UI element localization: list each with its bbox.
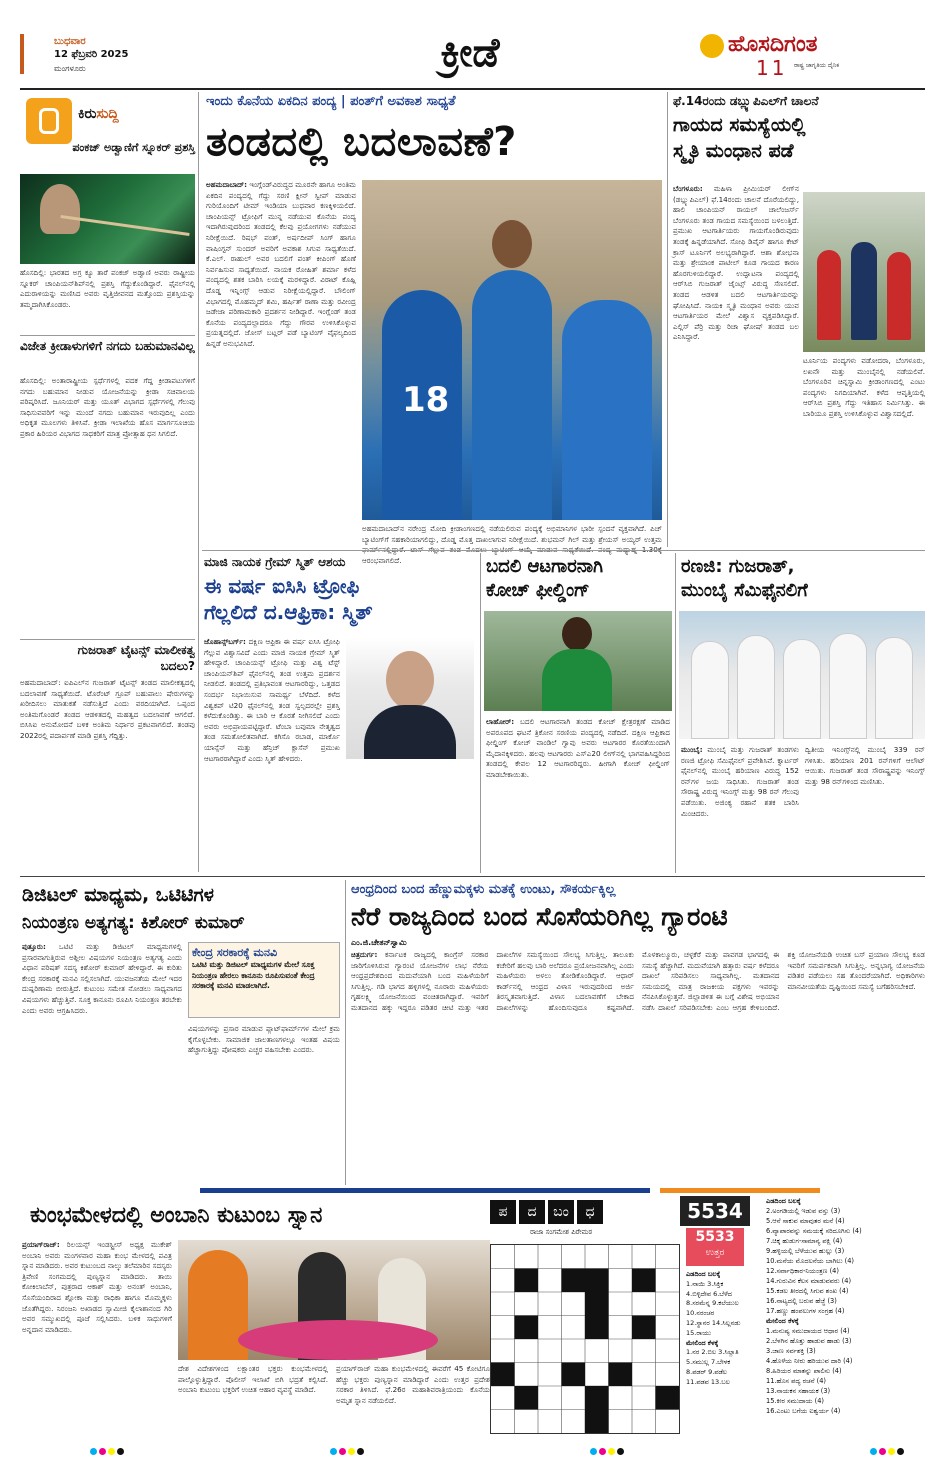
clue-2: 6.ವ್ಯಾಪಾರವನ್ನು ಸಮಯಕ್ಕೆ ಸರಿದೂಗಿಸು (4) <box>766 1227 862 1235</box>
clue-18: 15.ಕೀರ ಸಮುದಾಯ (4) <box>766 1397 825 1405</box>
crossword-tiles <box>490 1200 603 1224</box>
kirusuddi-badge <box>26 98 72 144</box>
clue-4: 9.ಹಳ್ಳಿಯಲ್ಲಿ ಬೆಳೆಯುವ ಹುಲ್ಲು (3) <box>766 1247 845 1255</box>
mini-clue-9: 11.ಪಡವ 13.ಬಲ <box>686 1377 730 1386</box>
color-strip <box>20 1188 925 1193</box>
andhra-byline: ಎಂ.ಜಿ.ಚೇತನ್‌ಸ್ವಾಮಿ <box>351 938 407 947</box>
kirusuddi-h2: ವಿಜೇತ ಕ್ರೀಡಾಳುಗಳಿಗೆ ನಗದು ಬಹುಮಾನವಿಲ್ಲ <box>20 339 195 353</box>
registration-marks <box>590 1440 650 1450</box>
crossword-number: 5534 <box>680 1196 750 1226</box>
fielding-body-text: ಬದಲಿ ಆಟಗಾರನಾಗಿ ತಂಡದ ಕೋಚ್ ಕ್ಷೇತ್ರರಕ್ಷಣೆ ಮಾಡಿದ ಅಪರೂಪದ ಘಟನೆ ತ್ರಿಕೋನ ಸರಣಿಯ ಪಂದ್ಯದಲ್ಲಿ ನಡೆದಿದೆ. ದಕ್ಷಿಣ ಆಫ್ರಿಕಾದ ಫೀಲ್ಡಿಂಗ್ ಕೋಚ್ ವಾಂಡಿಲೆ ಗ್ವಾವು ಅವರು ಆಟಗಾರರ ಕೊರತೆಯಿಂದಾಗಿ ಮೈದಾನಕ್ಕಿಳಿದರು. ಹಲವು ಆಟಗಾರರು ಎಸ್‌ಎ20 ಲೀಗ್‌ನಲ್ಲಿ ಭಾಗವಹಿಸಿದ್ದರಿಂದ ತಂಡದಲ್ಲಿ ಕೇವಲ 12 ಆಟಗಾರರಿದ್ದರು. ಹೀಗಾಗಿ ಕೋಚ್ ಫೀಲ್ಡಿಂಗ್ ಮಾಡಬೇಕಾಯಿತು. <box>486 717 670 779</box>
crossword <box>490 1196 925 1436</box>
digital-box <box>188 942 340 1018</box>
fielding-body <box>486 717 670 869</box>
smriti-body <box>673 184 799 544</box>
digital-body-2: ವಿಷಯಗಳನ್ನು ಪ್ರಸಾರ ಮಾಡುವ ಪ್ಲಾಟ್‌ಫಾರ್ಮ್‌ಗಳ ಮೇಲೆ ಕ್ರಮ ಕೈಗೊಳ್ಳಬೇಕು. ಸಾಮಾಜಿಕ ಜಾಲತಾಣಗಳಲ್ಲೂ ಇಂತಹ ವಿಷಯ ಹೆಚ್ಚಾಗುತ್ತಿದ್ದು ಪೋಷಕರು ಎಚ್ಚರ ವಹಿಸಬೇಕು ಎಂದರು. <box>188 1024 340 1055</box>
lead-body-left <box>206 180 356 522</box>
clue-5: 10.ಮನೆಯ ಮೊದಲನೆಯ ಬಾಗಿಲು (4) <box>766 1257 854 1265</box>
lead-dateline: ಅಹಮದಾಬಾದ್: <box>206 180 248 189</box>
clue-13: 3.ಜಾಣ ಸರ್ವಶಕ್ತಿ (3) <box>766 1347 816 1355</box>
masthead-date: 12 ಫೆಬ್ರವರಿ 2025 <box>54 49 129 60</box>
registration-marks <box>330 1440 390 1450</box>
digital-headline-2: ನಿಯಂತ್ರಣ ಅತ್ಯಗತ್ಯ: ಕಿಶೋರ್ ಕುಮಾರ್ <box>22 913 245 933</box>
column-rule <box>480 553 481 873</box>
ranji-dateline: ಮುಂಬೈ: <box>681 745 703 754</box>
kirusuddi-h1: ಪಂಕಜ್ ಅಡ್ವಾಣಿಗೆ ಸ್ನೂಕರ್ ಪ್ರಶಸ್ತಿ <box>72 141 195 154</box>
clue-6: 12.ಸರ್ವಾಧಿಕಾರ-ನಿಯಂತ್ರಣ (4) <box>766 1267 839 1275</box>
andhra-body <box>351 950 925 1182</box>
mini-clue-7: 5.ಸಮುಲ್ಲ 7.ಬೇಳಕ <box>686 1358 731 1367</box>
ranji-story <box>679 553 925 873</box>
smriti-dateline: ಬೆಂಗಳೂರು: <box>673 184 703 193</box>
andhra-story <box>349 880 925 1185</box>
player-white-1 <box>691 641 729 739</box>
clue-15: 8.ಹಿರಿಯರ ಮಾತನ್ನು ಪಾಲಿಸು (4) <box>766 1367 842 1375</box>
section-title: ಕ್ರೀಡೆ <box>440 30 500 76</box>
clue-7: 14.ಗುರುವಿನ ಕೆಲಸ ಮಾಡುವವರು (4) <box>766 1277 852 1285</box>
mini-clue-8: 8.ಪಡರ್‌ 9.ಪಡೆಲ <box>686 1367 727 1376</box>
smith-story <box>202 553 478 873</box>
registration-marks <box>90 1440 150 1450</box>
logo-text: ಹೊಸದಿಗಂತ <box>728 32 818 57</box>
rcb-photo <box>803 192 925 352</box>
kumbh-body-text: ರಿಲಯನ್ಸ್ ಇಂಡಸ್ಟ್ರೀಸ್ ಅಧ್ಯಕ್ಷ ಮುಕೇಶ್ ಅಂಬಾನಿ ಅವರು ಮಂಗಳವಾರ ಮಹಾ ಕುಂಭ ಮೇಳದಲ್ಲಿ ಪವಿತ್ರ ಸ್ನಾನ ಮಾಡಿದರು. ಅವರ ಕುಟುಂಬದ ನಾಲ್ಕು ತಲೆಮಾರಿನ ಸದಸ್ಯರು ತ್ರಿವೇಣಿ ಸಂಗಮದಲ್ಲಿ ಪುಣ್ಯಸ್ನಾನ ಮಾಡಿದರು. ತಾಯಿ ಕೋಕಿಲಾಬೆನ್, ಪುತ್ರರಾದ ಆಕಾಶ್ ಮತ್ತು ಅನಂತ್ ಅಂಬಾನಿ, ಸೊಸೆಯಂದಿರಾದ ಶ್ಲೋಕಾ ಮತ್ತು ರಾಧಿಕಾ ಹಾಗೂ ಮೊಮ್ಮಕ್ಕಳು ಜೊತೆಗಿದ್ದರು. ನಿರಂಜನಿ ಅಖಾಡದ ಸ್ವಾಮೀಜಿ ಕೈಲಾಶಾನಂದ ಗಿರಿ ಅವರ ಸಮ್ಮುಖದಲ್ಲಿ ಪೂಜೆ ಸಲ್ಲಿಸಿದರು. ಬಳಿಕ ಸಾಧುಗಳಿಗೆ ಅನ್ನದಾನ ಮಾಡಿದರು. <box>22 1240 172 1334</box>
player-head <box>492 220 532 268</box>
smriti-headline-2: ಸ್ಮೃತಿ ಮಂಧಾನ ಪಡೆ <box>673 140 794 162</box>
mini-clue-1: 4.ಬಿಳ್ಳಿದೇವ 6.ಬೆಳೆದ <box>686 1289 732 1298</box>
player-white-5 <box>875 637 913 739</box>
ranji-body-text: ಮುಂಬೈ ಮತ್ತು ಗುಜರಾತ್ ತಂಡಗಳು ರಣಜಿ ಟ್ರೋಫಿ ಸೆಮಿಫೈನಲ್ ಪ್ರವೇಶಿಸಿವೆ. ಕ್ವಾರ್ಟರ್ ಫೈನಲ್‌ನಲ್ಲಿ ಮುಂಬೈ ಹರಿಯಾಣ ವಿರುದ್ಧ 152 ರನ್‌ಗಳ ಜಯ ಸಾಧಿಸಿತು. ಗುಜರಾತ್ ತಂಡ ಸೌರಾಷ್ಟ್ರ ವಿರುದ್ಧ ಇನಿಂಗ್ಸ್ ಮತ್ತು 98 ರನ್ ಗೆಲುವು ಪಡೆಯಿತು. ಅಜಿಂಕ್ಯ ರಹಾನೆ ಶತಕ ಬಾರಿಸಿ ಮಿಂಚಿದರು. <box>681 745 799 818</box>
crossword-prev-label: ಉತ್ತರ <box>705 1248 725 1258</box>
player-white-3 <box>783 639 821 739</box>
across-title-mini: ಎಡದಿಂದ ಬಲಕ್ಕೆ <box>686 1270 721 1278</box>
mumbai-team-photo <box>679 611 925 739</box>
kumbh-dateline: ಪ್ರಯಾಗ್‌ರಾಜ್: <box>22 1240 60 1249</box>
gwavu-jersey <box>542 649 612 711</box>
smith-photo <box>346 637 474 759</box>
column-rule <box>345 880 346 1185</box>
player-a <box>817 250 841 340</box>
clue-17: 13.ನಾಯಕನ ಸಹಾಯಕ (3) <box>766 1387 831 1395</box>
column-rule <box>675 553 676 873</box>
smriti-body-2: ಟೂರ್ನಿಯ ಪಂದ್ಯಗಳು ವಡೋದರಾ, ಬೆಂಗಳೂರು, ಲಖನೌ ಮತ್ತು ಮುಂಬೈನಲ್ಲಿ ನಡೆಯಲಿವೆ. ಬೆಂಗಳೂರಿನ ಚಿನ್ನಸ್ವಾಮಿ ಕ್ರೀಡಾಂಗಣದಲ್ಲಿ ಎಂಟು ಪಂದ್ಯಗಳು ನಿಗದಿಯಾಗಿವೆ. ಕಳೆದ ಆವೃತ್ತಿಯಲ್ಲಿ ಆರ್‌ಸಿಬಿ ಪ್ರಶಸ್ತಿ ಗೆದ್ದು ಇತಿಹಾಸ ನಿರ್ಮಿಸಿತ್ತು. ಈ ಬಾರಿಯೂ ಪ್ರಶಸ್ತಿ ಉಳಿಸಿಕೊಳ್ಳುವ ವಿಶ್ವಾಸದಲ್ಲಿದೆ. <box>803 356 925 418</box>
kirusuddi-h3: ಗುಜರಾತ್ ಟೈಟನ್ಸ್ ಮಾಲೀಕತ್ವ ಬದಲು? <box>77 643 195 673</box>
clue-0: 2.ಅಂಗಡಿಯಲ್ಲಿ ಇಡುವ ವಸ್ತು (3) <box>766 1207 841 1215</box>
column-rule <box>198 92 199 872</box>
lead-headline: ತಂಡದಲ್ಲಿ ಬದಲಾವಣೆ? <box>206 119 517 165</box>
clue-14: 4.ಹೊಳೆಯ ನೀರು ಹರಿಯುವ ದಾರಿ (4) <box>766 1357 853 1365</box>
kumbh-body-3: ಪ್ರಯಾಗ್‌ರಾಜ್ ಮಹಾ ಕುಂಭಮೇಳದಲ್ಲಿ ಈವರೆಗೆ 45 ಕೋಟಿಗೂ ಹೆಚ್ಚು ಭಕ್ತರು ಪುಣ್ಯಸ್ನಾನ ಮಾಡಿದ್ದಾರೆ ಎಂದು ಉತ್ತರ ಪ್ರದೇಶ ಸರಕಾರ ತಿಳಿಸಿದೆ. ಫೆ.26ರ ಮಹಾಶಿವರಾತ್ರಿಯಂದು ಕೊನೆಯ ಅಮೃತ ಸ್ನಾನ ನಡೆಯಲಿದೆ. <box>336 1364 490 1405</box>
registration-marks <box>870 1440 930 1450</box>
page-number: 11 <box>756 56 788 80</box>
logo <box>700 30 910 84</box>
tile-3: ಬಂ <box>548 1200 574 1224</box>
logo-tagline: ರಾಷ್ಟ್ರ ಜಾಗೃತಿಯ ದೈನಿಕ <box>794 62 840 69</box>
mini-clue-5: 15.ರಾಯು <box>686 1328 712 1337</box>
clue-11: 1.ಮನುಷ್ಯ ಸಮುದಾಯದ ಆಧಾರ (4) <box>766 1327 850 1335</box>
kirusuddi-b1: ಹೊಸದಿಲ್ಲಿ: ಭಾರತದ ಅಗ್ರ ಕ್ಯೂ ತಾರೆ ಪಂಕಜ್ ಅಡ್ವಾಣಿ ಅವರು ರಾಷ್ಟ್ರೀಯ ಸ್ನೂಕರ್ ಚಾಂಪಿಯನ್‌ಶಿಪ್‌ನಲ್ಲಿ ಪ್ರಶಸ್ತಿ ಗೆದ್ದುಕೊಂಡಿದ್ದಾರೆ. ಫೈನಲ್‌ನಲ್ಲಿ ಎದುರಾಳಿಯನ್ನು ಮಣಿಸಿದ ಅವರು ವೃತ್ತಿಜೀವನದ ಮತ್ತೊಂದು ಪ್ರಶಸ್ತಿಯನ್ನು ತಮ್ಮದಾಗಿಸಿಕೊಂಡರು. <box>20 268 195 309</box>
digital-box-body: ಒಟಿಟಿ ಮತ್ತು ಡಿಜಿಟಲ್ ಮಾಧ್ಯಮಗಳ ಮೇಲೆ ಸೂಕ್ತ ನಿಯಂತ್ರಣ ಹೇರಲು ಕಾನೂನು ರೂಪಿಸುವಂತೆ ಕೇಂದ್ರ ಸರಕಾರಕ್ಕೆ ಮನವಿ ಮಾಡಲಾಗಿದೆ. <box>192 960 315 990</box>
kumbh-story <box>20 1196 490 1436</box>
prev-solution <box>686 1270 762 1434</box>
lead-body-text: ಇಂಗ್ಲೆಂಡ್‌ವಿರುದ್ಧದ ಮೂರನೇ ಹಾಗೂ ಅಂತಿಮ ಏಕದಿನ ಪಂದ್ಯದಲ್ಲಿ ಗೆದ್ದು ಸರಣಿ ಕ್ಲೀನ್ ಸ್ವೀಪ್ ಮಾಡುವ ಗುರಿಯೊಂದಿಗೆ ಟೀಮ್ ಇಂಡಿಯಾ ಬುಧವಾರ ಕಣಕ್ಕಿಳಿಯಲಿದೆ. ಚಾಂಪಿಯನ್ಸ್ ಟ್ರೋಫಿಗೆ ಮುನ್ನ ನಡೆಯುವ ಕೊನೆಯ ಪಂದ್ಯ ಇದಾಗಿರುವುದರಿಂದ ತಂಡದಲ್ಲಿ ಕೆಲವು ಪ್ರಯೋಗಗಳು ನಡೆಯುವ ನಿರೀಕ್ಷೆಯಿದೆ. ರಿಷಭ್ ಪಂತ್, ಅರ್ಷದೀಪ್ ಸಿಂಗ್ ಹಾಗೂ ವಾಷಿಂಗ್ಟನ್ ಸುಂದರ್ ಅವರಿಗೆ ಅವಕಾಶ ಸಿಗುವ ಸಾಧ್ಯತೆಯಿದೆ. ಕೆ.ಎಲ್. ರಾಹುಲ್ ಅವರ ಬದಲಿಗೆ ಪಂತ್ ಕೀಪಿಂಗ್ ಹೊಣೆ ನಿರ್ವಹಿಸುವ ಸಾಧ್ಯತೆಯಿದೆ. ನಾಯಕ ರೋಹಿತ್ ಶರ್ಮಾ ಕಳೆದ ಪಂದ್ಯದಲ್ಲಿ ಶತಕ ಬಾರಿಸಿ ಲಯಕ್ಕೆ ಮರಳಿದ್ದಾರೆ. ವಿರಾಟ್ ಕೊಹ್ಲಿ ದೊಡ್ಡ ಇನ್ನಿಂಗ್ಸ್ ಆಡುವ ನಿರೀಕ್ಷೆಯಲ್ಲಿದ್ದಾರೆ. ಬೌಲಿಂಗ್ ವಿಭಾಗದಲ್ಲಿ ಮೊಹಮ್ಮದ್ ಶಮಿ, ಹರ್ಷಿತ್ ರಾಣಾ ಮತ್ತು ರವೀಂದ್ರ ಜಡೇಜಾ ಪರಿಣಾಮಕಾರಿ ಪ್ರದರ್ಶನ ನೀಡಿದ್ದಾರೆ. ಇಂಗ್ಲೆಂಡ್ ತಂಡ ಕೊನೆಯ ಪಂದ್ಯದಲ್ಲಾದರೂ ಗೆದ್ದು ಗೌರವ ಉಳಿಸಿಕೊಳ್ಳುವ ಪ್ರಯತ್ನದಲ್ಲಿದೆ. ಜೋಸ್ ಬಟ್ಲರ್ ಪಡೆ ಬ್ಯಾಟಿಂಗ್ ವೈಫಲ್ಯದಿಂದ ಹಿನ್ನಡೆ ಅನುಭವಿಸಿದೆ. <box>206 180 356 348</box>
player-c <box>887 252 911 340</box>
kumbh-headline: ಕುಂಭಮೇಳದಲ್ಲಿ ಅಂಬಾನಿ ಕುಟುಂಬ ಸ್ನಾನ <box>30 1203 323 1228</box>
player-3 <box>562 300 652 520</box>
date-block <box>20 34 24 74</box>
offering <box>238 1320 438 1360</box>
masthead-day: ಬುಧವಾರ <box>54 36 86 47</box>
smith-body-text: ದಕ್ಷಿಣ ಆಫ್ರಿಕಾ ಈ ವರ್ಷ ಐಸಿಸಿ ಟ್ರೋಫಿ ಗೆಲ್ಲುವ ವಿಶ್ವಾಸವಿದೆ ಎಂದು ಮಾಜಿ ನಾಯಕ ಗ್ರೇಮ್ ಸ್ಮಿತ್ ಹೇಳಿದ್ದಾರೆ. ಚಾಂಪಿಯನ್ಸ್ ಟ್ರೋಫಿ ಮತ್ತು ವಿಶ್ವ ಟೆಸ್ಟ್ ಚಾಂಪಿಯನ್‌ಶಿಪ್ ಫೈನಲ್‌ನಲ್ಲಿ ತಂಡ ಉತ್ತಮ ಪ್ರದರ್ಶನ ನೀಡಲಿದೆ. ತಂಡದಲ್ಲಿ ಪ್ರತಿಭಾವಂತ ಆಟಗಾರರಿದ್ದು, ಒತ್ತಡದ ಸಂದರ್ಭ ನಿಭಾಯಿಸುವ ಸಾಮರ್ಥ್ಯ ಬೆಳೆದಿದೆ. ಕಳೆದ ವಿಶ್ವಕಪ್ ಟಿ20 ಫೈನಲ್‌ನಲ್ಲಿ ತಂಡ ಸ್ವಲ್ಪದರಲ್ಲೇ ಪ್ರಶಸ್ತಿ ಕಳೆದುಕೊಂಡಿತ್ತು. ಈ ಬಾರಿ ಆ ಕೊರತೆ ನೀಗಿಸಲಿದೆ ಎಂದು ಅವರು ಅಭಿಪ್ರಾಯಪಟ್ಟಿದ್ದಾರೆ. ಟೆಂಬಾ ಬವುಮಾ ನೇತೃತ್ವದ ತಂಡ ಸಮತೋಲಿತವಾಗಿದೆ. ಕಗಿಸೊ ರಬಾಡ, ಮಾರ್ಕೊ ಯಾನ್ಸೆನ್ ಮತ್ತು ಹೆನ್ರಿಚ್ ಕ್ಲಾಸೆನ್ ಪ್ರಮುಖ ಆಟಗಾರರಾಗಿದ್ದಾರೆ ಎಂದು ಸ್ಮಿತ್ ಹೇಳಿದರು. <box>204 637 340 763</box>
digital-headline-1: ಡಿಜಿಟಲ್ ಮಾಧ್ಯಮ, ಒಟಿಟಿಗಳ <box>22 884 214 906</box>
clue-19: 16.ಎಂಟು ಬಗೆಯ ಐಶ್ವರ್ಯ (4) <box>766 1407 841 1415</box>
strip-blue <box>200 1188 650 1193</box>
ambani-photo <box>178 1240 490 1360</box>
kumbh-body <box>22 1240 172 1432</box>
kumbh-body-2: ದೇಶ ವಿದೇಶಗಳಿಂದ ಲಕ್ಷಾಂತರ ಭಕ್ತರು ಕುಂಭಮೇಳದಲ್ಲಿ ಪಾಲ್ಗೊಳ್ಳುತ್ತಿದ್ದಾರೆ. ಪೊಲೀಸ್ ಇಲಾಖೆ ಬಿಗಿ ಭದ್ರತೆ ಕಲ್ಪಿಸಿದೆ. ಅಂಬಾನಿ ಕುಟುಂಬ ಭಕ್ತರಿಗೆ ಉಚಿತ ಆಹಾರ ವ್ಯವಸ್ಥೆ ಮಾಡಿದೆ. <box>178 1364 328 1395</box>
kirusuddi-label-b: ಸುದ್ದಿ <box>96 106 119 122</box>
smriti-body-text: ಮಹಿಳಾ ಪ್ರೀಮಿಯರ್ ಲೀಗ್‌ನ (ಡಬ್ಲ್ಯುಪಿಎಲ್) ಫೆ.14ರಂದು ಚಾಲನೆ ದೊರೆಯಲಿದ್ದು, ಹಾಲಿ ಚಾಂಪಿಯನ್ ರಾಯಲ್ ಚಾಲೆಂಜರ್ಸ್ ಬೆಂಗಳೂರು ತಂಡ ಗಾಯದ ಸಮಸ್ಯೆಯಿಂದ ಬಳಲುತ್ತಿದೆ. ಪ್ರಮುಖ ಆಟಗಾರ್ತಿಯರು ಗಾಯಗೊಂಡಿರುವುದು ತಂಡಕ್ಕೆ ಹಿನ್ನಡೆಯಾಗಿದೆ. ಸೋಫಿ ಡಿವೈನ್ ಹಾಗೂ ಕೇಟ್ ಕ್ರಾಸ್ ಟೂರ್ನಿಗೆ ಅಲಭ್ಯರಾಗಿದ್ದಾರೆ. ಆಶಾ ಶೋಭನಾ ಮತ್ತು ಶ್ರೇಯಾಂಕ ಪಾಟೀಲ್ ಕೂಡ ಗಾಯದ ಕಾರಣ ಹೊರಗುಳಿಯಲಿದ್ದಾರೆ. ಉದ್ಘಾಟನಾ ಪಂದ್ಯದಲ್ಲಿ ಆರ್‌ಸಿಬಿ ಗುಜರಾತ್ ಜೈಂಟ್ಸ್ ವಿರುದ್ಧ ಸೆಣಸಲಿದೆ. ತಂಡದ ಆಡಳಿತ ಬದಲಿ ಆಟಗಾರ್ತಿಯರನ್ನು ಘೋಷಿಸಿದೆ. ನಾಯಕಿ ಸ್ಮೃತಿ ಮಂಧಾನ ಅವರು ಯುವ ಆಟಗಾರ್ತಿಯರ ಮೇಲೆ ವಿಶ್ವಾಸ ವ್ಯಕ್ತಪಡಿಸಿದ್ದಾರೆ. ಎಲ್ಲಿಸ್ ಪೆರ್ರಿ ಮತ್ತು ರಿಚಾ ಘೋಷ್ ತಂಡದ ಬಲ ಎನಿಸಿದ್ದಾರೆ. <box>673 184 799 342</box>
masthead-rule <box>20 88 925 90</box>
smriti-headline-1: ಗಾಯದ ಸಮಸ್ಯೆಯಲ್ಲಿ <box>673 114 806 136</box>
crossword-grid <box>490 1244 680 1434</box>
masthead <box>0 0 945 88</box>
team-india-photo <box>362 180 662 520</box>
digital-body <box>22 942 182 1182</box>
down-title-mini: ಮೇಲಿಂದ ಕೆಳಕ್ಕೆ <box>686 1338 719 1347</box>
mini-clue-0: 1.ನಾಯಿ 3.ಸಿಕ್ತಿಕ <box>686 1279 724 1288</box>
clue-9: 16.ನಾಟ್ಯದಲ್ಲಿ ಬರುವ ಹೆಜ್ಜೆ (3) <box>766 1297 837 1305</box>
player-silhouette <box>40 184 80 234</box>
kirusuddi-column <box>20 92 195 872</box>
mini-clue-2: 8.ಸರಮೆನ್ನ 9.ಕಲೆಯುಲ <box>686 1299 739 1308</box>
gwavu-photo <box>484 611 672 711</box>
smith-kicker: ಮಾಜಿ ನಾಯಕ ಗ್ರೇಮ್ ಸ್ಮಿತ್ ಆಶಯ <box>204 555 346 569</box>
tile-2: ದ <box>519 1200 545 1224</box>
hand-icon <box>39 108 59 134</box>
ranji-body-2: ದ್ವಿತೀಯ ಇನಿಂಗ್ಸ್‌ನಲ್ಲಿ ಮುಂಬೈ 339 ರನ್ ಗಳಿಸಿತು. ಹರಿಯಾಣ 201 ರನ್‌ಗಳಿಗೆ ಆಲೌಟ್ ಆಯಿತು. ಗುಜರಾತ್ ತಂಡ ಸೌರಾಷ್ಟ್ರವನ್ನು ಇನಿಂಗ್ಸ್ ಮತ್ತು 98 ರನ್‌ಗಳಿಂದ ಮಣಿಸಿತು. <box>805 745 925 786</box>
andhra-dateline: ಚಿತ್ರದುರ್ಗ: <box>351 950 378 959</box>
clue-across-title: ಎಡದಿಂದ ಬಲಕ್ಕೆ <box>766 1197 801 1205</box>
column-rule <box>667 92 668 547</box>
player-white-4 <box>829 633 867 739</box>
player-b <box>851 242 877 340</box>
smith-face <box>386 651 434 709</box>
andhra-headline: ನೆರೆ ರಾಜ್ಯದಿಂದ ಬಂದ ಸೊಸೆಯರಿಗಿಲ್ಲ ಗ್ಯಾರಂಟಿ <box>351 902 728 931</box>
crossword-prev <box>686 1228 744 1266</box>
digital-body-text: ಒಟಿಟಿ ಮತ್ತು ಡಿಜಿಟಲ್ ಮಾಧ್ಯಮಗಳಲ್ಲಿ ಪ್ರಸಾರವಾಗುತ್ತಿರುವ ಅಶ್ಲೀಲ ವಿಷಯಗಳ ನಿಯಂತ್ರಣ ಅತ್ಯಗತ್ಯ ಎಂದು ವಿಧಾನ ಪರಿಷತ್ ಸದಸ್ಯ ಕಿಶೋರ್ ಕುಮಾರ್ ಹೇಳಿದ್ದಾರೆ. ಈ ಕುರಿತು ಕೇಂದ್ರ ಸರಕಾರಕ್ಕೆ ಮನವಿ ಸಲ್ಲಿಸಲಾಗಿದೆ. ಯುವಜನತೆಯ ಮೇಲೆ ಇದರ ದುಷ್ಪರಿಣಾಮ ಬೀರುತ್ತಿದೆ. ಕುಟುಂಬ ಸಮೇತ ನೋಡಲು ಸಾಧ್ಯವಾಗದ ವಿಷಯಗಳು ಹೆಚ್ಚುತ್ತಿವೆ. ಸೂಕ್ತ ಕಾನೂನು ರೂಪಿಸಿ ನಿಯಂತ್ರಣ ತರಬೇಕು ಎಂದು ಅವರು ಆಗ್ರಹಿಸಿದರು. <box>22 942 182 1015</box>
digital-story <box>20 880 342 1185</box>
andhra-body-text: ಕರ್ನಾಟಕ ರಾಜ್ಯದಲ್ಲಿ ಕಾಂಗ್ರೆಸ್ ಸರಕಾರ ಜಾರಿಗೊಳಿಸಿರುವ ಗ್ಯಾರಂಟಿ ಯೋಜನೆಗಳ ಲಾಭ ನೆರೆಯ ಆಂಧ್ರಪ್ರದೇಶದಿಂದ ಮದುವೆಯಾಗಿ ಬಂದ ಮಹಿಳೆಯರಿಗೆ ಸಿಗುತ್ತಿಲ್ಲ. ಗಡಿ ಭಾಗದ ಹಳ್ಳಿಗಳಲ್ಲಿ ನೂರಾರು ಮಹಿಳೆಯರು ಗೃಹಲಕ್ಷ್ಮಿ ಯೋಜನೆಯಿಂದ ವಂಚಿತರಾಗಿದ್ದಾರೆ. ಇವರಿಗೆ ಮತದಾನದ ಹಕ್ಕು ಇದ್ದರೂ ಪಡಿತರ ಚೀಟಿ ಮತ್ತು ಇತರ ದಾಖಲೆಗಳ ಸಮಸ್ಯೆಯಿಂದ ಸೌಲಭ್ಯ ಸಿಗುತ್ತಿಲ್ಲ. ತಾಲೂಕು ಕಚೇರಿಗೆ ಹಲವು ಬಾರಿ ಅಲೆದರೂ ಪ್ರಯೋಜನವಾಗಿಲ್ಲ ಎಂದು ಮಹಿಳೆಯರು ಅಳಲು ತೋಡಿಕೊಂಡಿದ್ದಾರೆ. ಆಧಾರ್ ಕಾರ್ಡ್‌ನಲ್ಲಿ ಆಂಧ್ರದ ವಿಳಾಸ ಇರುವುದರಿಂದ ಅರ್ಜಿ ತಿರಸ್ಕೃತವಾಗುತ್ತಿದೆ. ವಿಳಾಸ ಬದಲಾವಣೆಗೆ ಬೇಕಾದ ದಾಖಲೆಗಳನ್ನು ಹೊಂದಿಸುವುದೂ ಕಷ್ಟವಾಗಿದೆ. ಮೊಳಕಾಲ್ಮೂರು, ಚಳ್ಳಕೆರೆ ಮತ್ತು ಪಾವಗಡ ಭಾಗದಲ್ಲಿ ಈ ಸಮಸ್ಯೆ ಹೆಚ್ಚಾಗಿದೆ. ಮದುವೆಯಾಗಿ ಹತ್ತಾರು ವರ್ಷ ಕಳೆದರೂ ದಾಖಲೆ ಸರಿಪಡಿಸಲು ಸಾಧ್ಯವಾಗಿಲ್ಲ. ಮತದಾನದ ಸಮಯದಲ್ಲಿ ಮಾತ್ರ ರಾಜಕೀಯ ಪಕ್ಷಗಳು ಇವರನ್ನು ನೆನಪಿಸಿಕೊಳ್ಳುತ್ತವೆ. ಜಿಲ್ಲಾಡಳಿತ ಈ ಬಗ್ಗೆ ವಿಶೇಷ ಅಭಿಯಾನ ನಡೆಸಿ ದಾಖಲೆ ಸರಿಪಡಿಸಬೇಕು ಎಂಬ ಆಗ್ರಹ ಕೇಳಿಬಂದಿದೆ. ಶಕ್ತಿ ಯೋಜನೆಯಡಿ ಉಚಿತ ಬಸ್ ಪ್ರಯಾಣ ಸೌಲಭ್ಯ ಕೂಡ ಇವರಿಗೆ ಸಮರ್ಪಕವಾಗಿ ಸಿಗುತ್ತಿಲ್ಲ. ಅನ್ನಭಾಗ್ಯ ಯೋಜನೆಯ ಪಡಿತರ ಪಡೆಯಲು ಸಹ ತೊಂದರೆಯಾಗಿದೆ. ಅಧಿಕಾರಿಗಳು ಮಾನವೀಯತೆಯ ದೃಷ್ಟಿಯಿಂದ ಸಮಸ್ಯೆ ಬಗೆಹರಿಸಬೇಕಿದೆ. <box>351 950 925 1012</box>
crossword-grid-svg <box>491 1245 679 1433</box>
digital-box-title: ಕೇಂದ್ರ ಸರಕಾರಕ್ಕೆ ಮನವಿ <box>192 946 278 959</box>
clue-8: 15.ಕಡಲ ತೀರದಲ್ಲಿ ಸಿಗುವ ಶಂಖ (4) <box>766 1287 849 1295</box>
rule <box>20 876 925 877</box>
clue-list <box>766 1196 925 1436</box>
player-2 <box>472 270 552 520</box>
smith-dateline: ಜೊಹಾನ್ಸ್‌ಬರ್ಗ್: <box>204 637 246 646</box>
lead-body-bottom: ಅಹಮದಾಬಾದ್‌ನ ನರೇಂದ್ರ ಮೋದಿ ಕ್ರೀಡಾಂಗಣದಲ್ಲಿ ನಡೆಯಲಿರುವ ಪಂದ್ಯಕ್ಕೆ ಅಭಿಮಾನಿಗಳ ಭಾರೀ ಸ್ಪಂದನೆ ವ್ಯಕ್ತವಾಗಿದೆ. ಪಿಚ್ ಬ್ಯಾಟಿಂಗ್‌ಗೆ ಸಹಕಾರಿಯಾಗಲಿದ್ದು, ದೊಡ್ಡ ಮೊತ್ತ ದಾಖಲಾಗುವ ನಿರೀಕ್ಷೆಯಿದೆ. ಶುಭಮನ್ ಗಿಲ್ ಮತ್ತು ಶ್ರೇಯಸ್ ಅಯ್ಯರ್ ಉತ್ತಮ ಆರಂಭವಾಗಲಿದೆ. <box>362 524 662 565</box>
clue-10: 17.ಹಣ್ಣು ಹಂಪಲುಗಳ ಸಂಗ್ರಹ (4) <box>766 1307 845 1315</box>
kirusuddi-label <box>78 106 119 122</box>
smriti-kicker: ಫೆ.14ರಂದು ಡಬ್ಲ್ಯುಪಿಎಲ್‌ಗೆ ಚಾಲನೆ <box>673 94 819 108</box>
mini-clue-4: 12.ಸ್ಥಾನರ 14.ಸಿಲ್ಲನಡು <box>686 1318 741 1327</box>
gwavu-head <box>562 617 592 651</box>
crossword-prev-number: 5533 <box>695 1229 735 1245</box>
smith-body <box>204 637 474 873</box>
smith-headline-2: ಗೆಲ್ಲಲಿದೆ ದ.ಆಫ್ರಿಕಾ: ಸ್ಮಿತ್ <box>204 600 373 624</box>
kirusuddi-b3: ಅಹಮದಾಬಾದ್: ಐಪಿಎಲ್‌ನ ಗುಜರಾತ್ ಟೈಟನ್ಸ್ ತಂಡದ ಮಾಲೀಕತ್ವದಲ್ಲಿ ಬದಲಾವಣೆ ಸಾಧ್ಯತೆಯಿದೆ. ಟೊರೆಂಟ್ ಗ್ರೂಪ್ ಬಹುಪಾಲು ಷೇರುಗಳನ್ನು ಖರೀದಿಸಲು ಮಾತುಕತೆ ನಡೆಸುತ್ತಿದೆ ಎಂದು ವರದಿಯಾಗಿದೆ. ಒಪ್ಪಂದ ಅಂತಿಮಗೊಂಡರೆ ತಂಡದ ಆಡಳಿತದಲ್ಲಿ ಮಹತ್ವದ ಬದಲಾವಣೆ ಆಗಲಿದೆ. ಬಿಸಿಸಿಐ ಅನುಮೋದನೆ ಬಳಿಕ ಅಂತಿಮ ನಿರ್ಧಾರ ಪ್ರಕಟವಾಗಲಿದೆ. ತಂಡವು 2022ರಲ್ಲಿ ಪದಾರ್ಪಣೆ ಮಾಡಿ ಪ್ರಶಸ್ತಿ ಗೆದ್ದಿತ್ತು. <box>20 678 195 740</box>
advani-photo <box>20 174 195 264</box>
kirusuddi-b2: ಹೊಸದಿಲ್ಲಿ: ಅಂತಾರಾಷ್ಟ್ರೀಯ ಸ್ಪರ್ಧೆಗಳಲ್ಲಿ ಪದಕ ಗೆದ್ದ ಕ್ರೀಡಾಪಟುಗಳಿಗೆ ನಗದು ಬಹುಮಾನ ನೀಡುವ ಯೋಜನೆಯನ್ನು ಕ್ರೀಡಾ ಸಚಿವಾಲಯ ಪರಿಷ್ಕರಿಸಿದೆ. ಜೂನಿಯರ್ ಮತ್ತು ಯೂತ್ ವಿಭಾಗದ ಸ್ಪರ್ಧೆಗಳಲ್ಲಿ ಗೆಲುವು ಸಾಧಿಸುವವರಿಗೆ ಇನ್ನು ಮುಂದೆ ನಗದು ಬಹುಮಾನ ಇರುವುದಿಲ್ಲ ಎಂದು ಅಧಿಕೃತ ಮೂಲಗಳು ತಿಳಿಸಿವೆ. ಕ್ರೀಡಾ ಇಲಾಖೆಯ ಹೊಸ ಮಾರ್ಗಸೂಚಿಯ ಪ್ರಕಾರ ಹಿರಿಯರ ವಿಭಾಗದ ಸಾಧಕರಿಗೆ ಮಾತ್ರ ಪ್ರೋತ್ಸಾಹ ಧನ ಸಿಗಲಿದೆ. <box>20 376 195 438</box>
player-white-2 <box>737 635 775 739</box>
mini-clue-3: 10.ನರಂಚರ <box>686 1309 715 1318</box>
clue-16: 11.ಹೊಸ ಪದ್ಯ ರಚನೆ (4) <box>766 1377 826 1385</box>
strip-orange <box>660 1188 820 1193</box>
smith-suit <box>364 705 456 759</box>
fielding-dateline: ಲಾಹೋರ್: <box>486 717 515 726</box>
tile-1: ಪ <box>490 1200 516 1224</box>
fielding-story <box>484 553 672 873</box>
rule <box>20 639 195 640</box>
clue-1: 5.ಆನೆ ಸಾಕುವ ಮಾವುತರ ಮನೆ (4) <box>766 1217 845 1225</box>
andhra-kicker: ಆಂಧ್ರದಿಂದ ಬಂದ ಹೆಣ್ಣುಮಕ್ಕಳು ಮತಕ್ಕೆ ಉಂಟು, ಸೌಕರ್ಯಕ್ಕಿಲ್ಲ <box>351 882 616 897</box>
fielding-headline-1: ಬದಲಿ ಆಟಗಾರನಾಗಿ <box>486 556 604 577</box>
rule <box>20 335 195 336</box>
masthead-city: ಮಂಗಳೂರು <box>54 64 86 73</box>
crossword-sponsor: ರಾಜಾ ಸಂಗಮೇಶ ಪಿರೇಮಠ <box>530 1228 593 1236</box>
ranji-headline-1: ರಣಜಿ: ಗುಜರಾತ್, <box>681 556 795 577</box>
clue-12: 2.ಬೆಳಗಿನ ಹೊತ್ತು ಹಾಡುವ ಹಾಡು (3) <box>766 1337 852 1345</box>
smith-headline-1: ಈ ವರ್ಷ ಐಸಿಸಿ ಟ್ರೋಫಿ <box>204 574 360 598</box>
clue-3: 7.ಚಿಕ್ಕ ಹುಡುಗ-ಸಾಮಾನ್ಯ ಪಕ್ಷಿ (4) <box>766 1237 843 1245</box>
lead-kicker: ಇಂದು ಕೊನೆಯ ಏಕದಿನ ಪಂದ್ಯ | ಪಂತ್‌ಗೆ ಅವಕಾಶ ಸಾಧ್ಯತೆ <box>206 94 456 109</box>
mini-clue-6: 1.ನರ 2.ಬಿಲ 3.ಸಿಲ್ಲಾತಿ <box>686 1348 739 1357</box>
kirusuddi-label-a: ಕಿರು <box>78 106 97 122</box>
smriti-story <box>671 92 925 547</box>
jersey-number: 18 <box>402 380 450 420</box>
ranji-headline-2: ಮುಂಬೈ ಸೆಮಿಫೈನಲಿಗೆ <box>681 580 808 601</box>
digital-dateline: ಪುತ್ತೂರು: <box>22 942 46 951</box>
tile-4: ಧ <box>577 1200 603 1224</box>
ranji-body <box>681 745 799 871</box>
clue-down-title: ಮೇಲಿಂದ ಕೆಳಕ್ಕೆ <box>766 1317 799 1325</box>
fielding-headline-2: ಕೋಚ್ ಫೀಲ್ಡಿಂಗ್ <box>486 580 590 601</box>
lamp-icon <box>700 34 724 58</box>
rule <box>202 550 925 551</box>
